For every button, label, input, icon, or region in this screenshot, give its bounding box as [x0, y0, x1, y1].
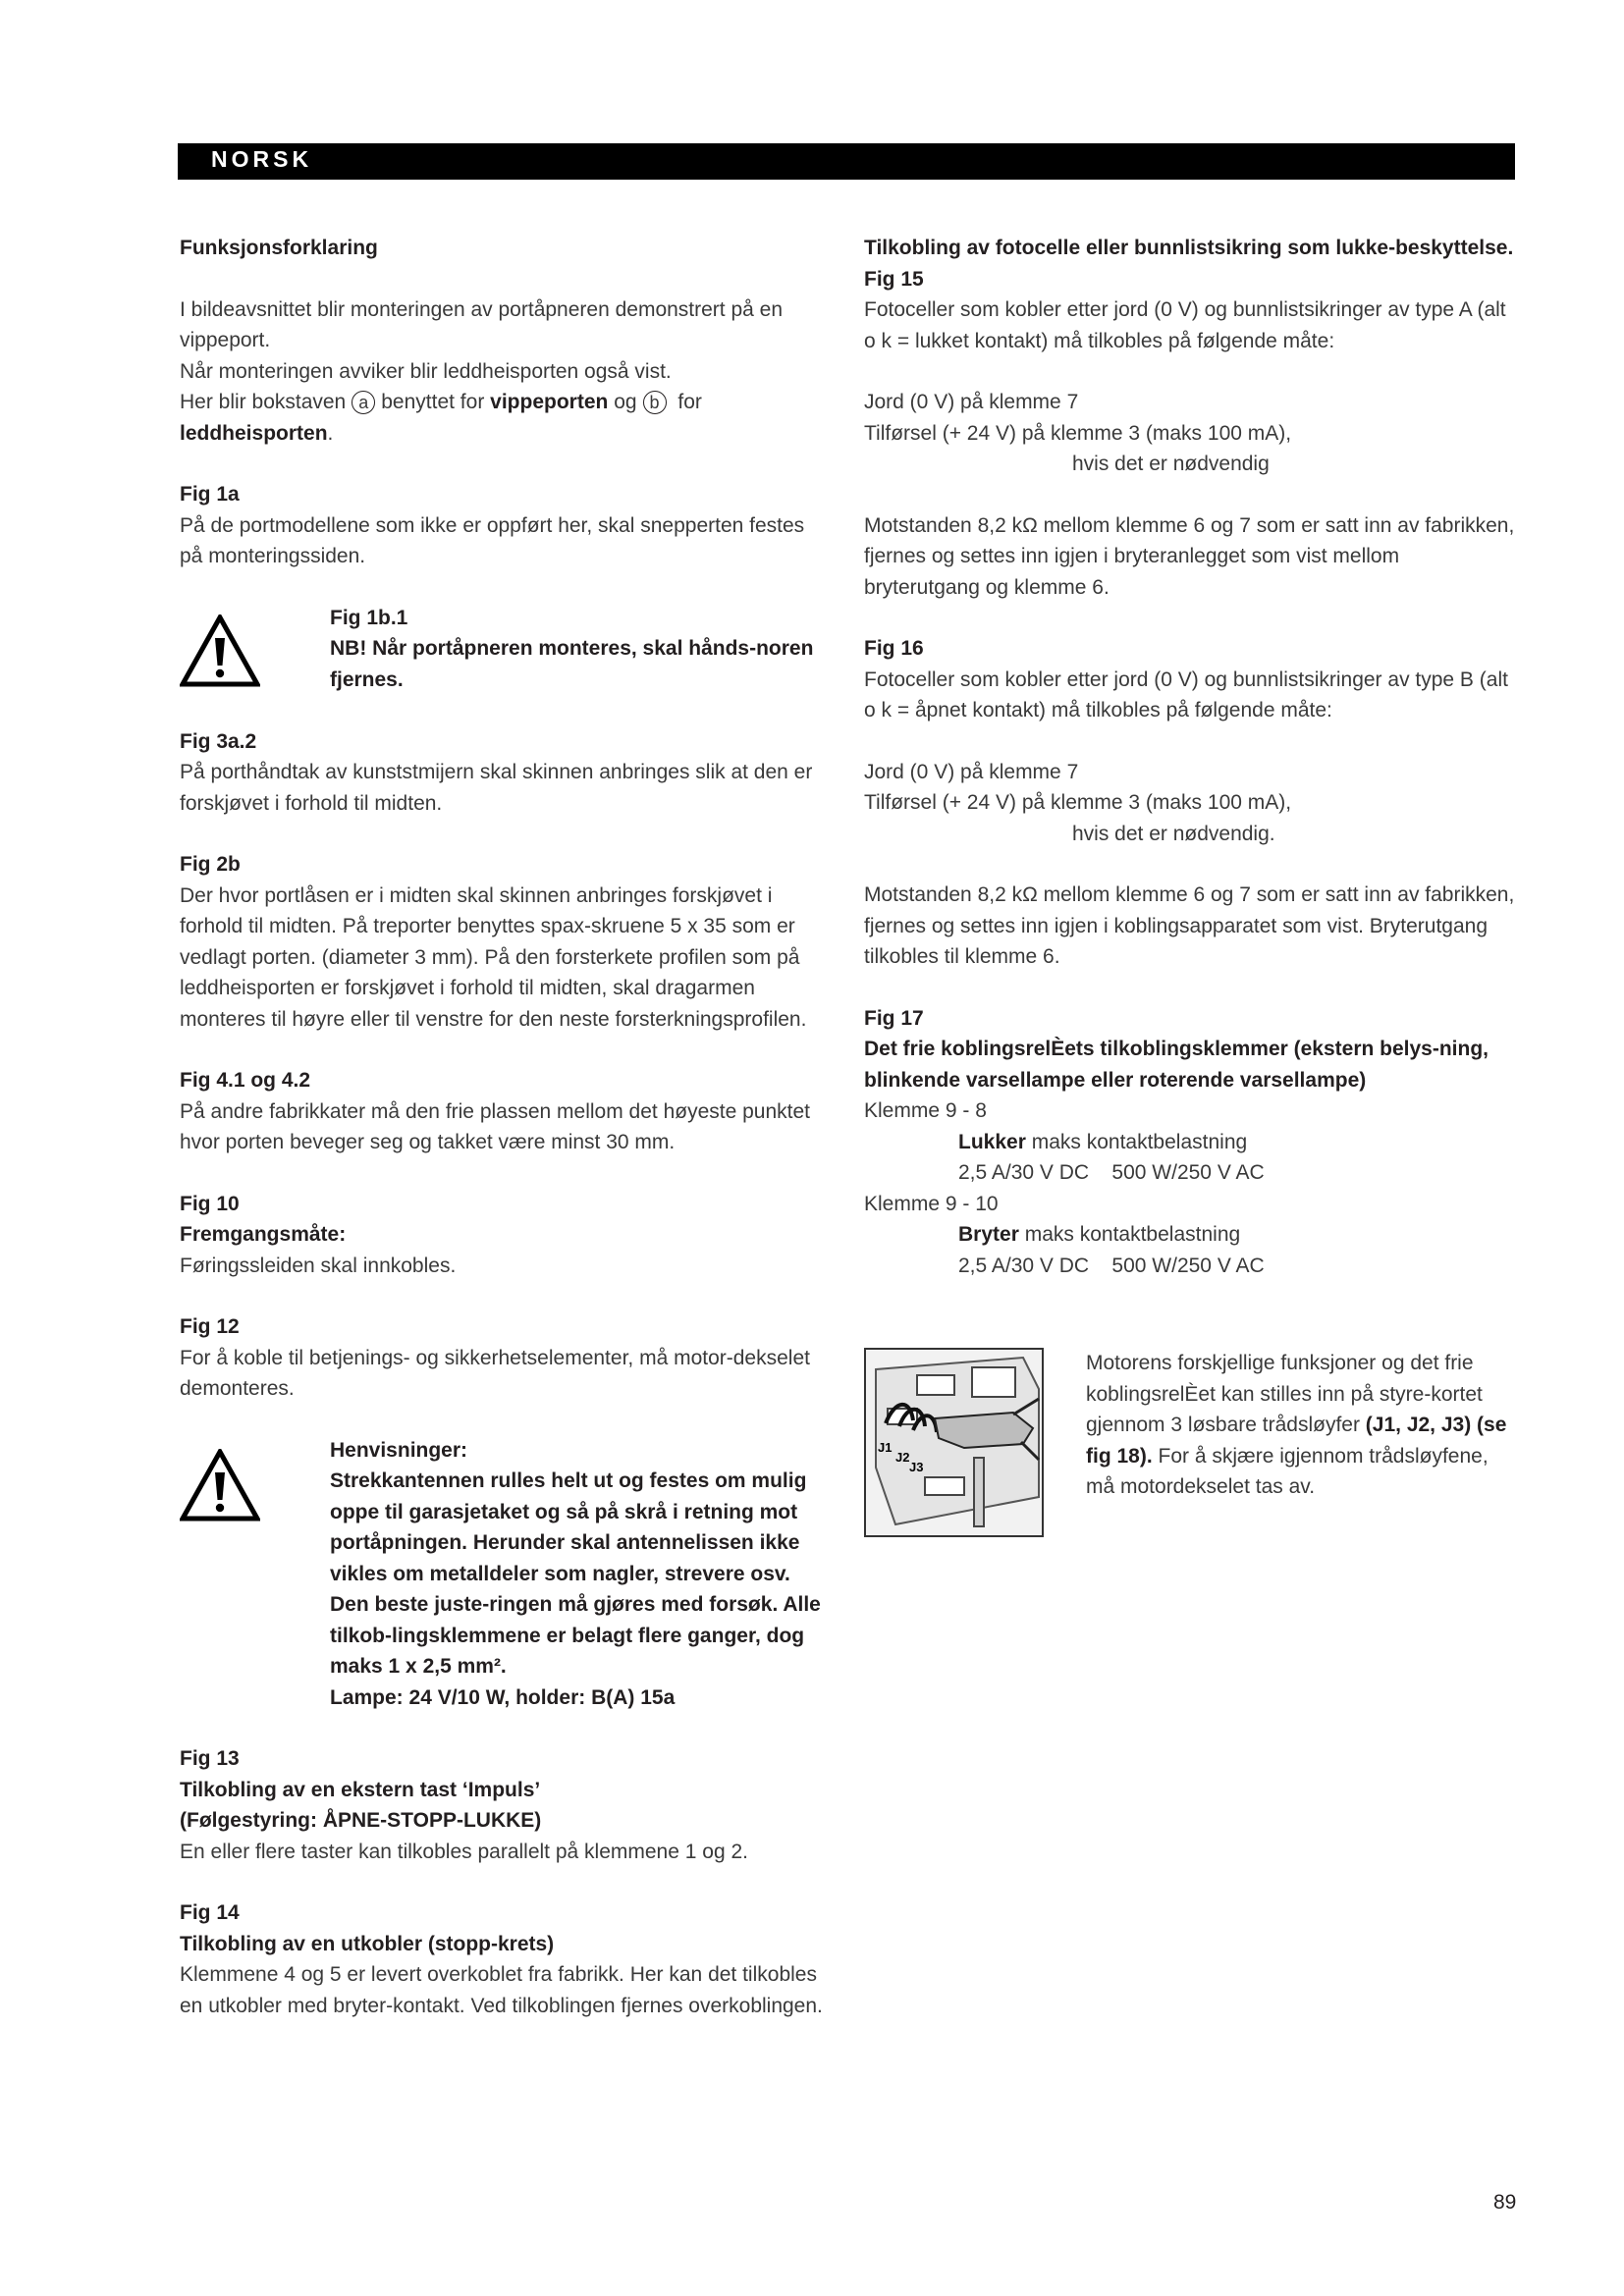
wiring-line: Jord (0 V) på klemme 7 [864, 760, 1079, 783]
fig-subtitle: Tilkobling av en utkobler (stopp-krets) [180, 1932, 555, 1955]
paragraph: På de portmodellene som ikke er oppført her, skal snepperten festes på monteringssiden. [180, 513, 805, 567]
warning-triangle-icon [180, 1449, 260, 1522]
fig-title: Fig 13 [180, 1747, 240, 1770]
wiring-line: Tilførsel (+ 24 V) på klemme 3 (maks 100 mA), [864, 791, 1292, 814]
paragraph: For å koble til betjenings- og sikkerhetselementer, må motor-dekselet demonteres. [180, 1346, 810, 1400]
fig-title: Fig 3a.2 [180, 729, 257, 753]
warning-block [180, 1435, 828, 1714]
jumper-label-j3: J3 [909, 1460, 924, 1474]
text-fragment: for [677, 391, 702, 413]
fig-title: Fig 17 [864, 1006, 924, 1030]
jumper-cutting-illustration [866, 1350, 1042, 1535]
wiring-line: hvis det er nødvendig. [1072, 822, 1275, 845]
warning-body: Strekkantennen rulles helt ut og festes om mulig oppe til garasjetaket og så på skrå i retning mot portåpningen. Herunder skal antennelissen ikke vikles om metalldeler som nagler, strevere osv. Den beste juste-ringen må gjøres med forsøk. Alle tilkob-lingsklemmene er belagt flere ganger, dog maks 1 x 2,5 mm². [330, 1469, 821, 1678]
jumper-label-j1: J1 [878, 1440, 893, 1455]
page-number: 89 [1493, 2191, 1517, 2214]
text-fragment: og [614, 391, 637, 413]
fig-title: Fig 1a [180, 483, 240, 506]
fig-subtitle: (Følgestyring: ÅPNE-STOPP-LUKKE) [180, 1809, 542, 1832]
warning-title: Henvisninger: [330, 1438, 468, 1462]
text-fragment: For å skjære igjennom trådsløyfene, må motordekselet tas av. [1086, 1444, 1489, 1498]
warning-body: NB! Når portåpneren monteres, skal hånds-noren fjernes. [330, 637, 814, 691]
paragraph: En eller flere taster kan tilkobles parallelt på klemmene 1 og 2. [180, 1840, 748, 1863]
circled-letter-a: a [352, 391, 375, 414]
fig-title: Fig 10 [180, 1192, 240, 1215]
paragraph: I bildeavsnittet blir monteringen av portåpneren demonstrert på en vippeport. [180, 297, 784, 351]
wiring-line: Tilførsel (+ 24 V) på klemme 3 (maks 100 mA), [864, 421, 1292, 445]
paragraph: På porthåndtak av kunststmijern skal skinnen anbringes slik at den er forskjøvet i forhold til midten. [180, 761, 813, 815]
contact-values: 2,5 A/30 V DC 500 W/250 V AC [958, 1254, 1265, 1277]
section-title: Funksjonsforklaring [180, 237, 378, 259]
right-column [864, 233, 1517, 1281]
section-heading: Tilkobling av fotocelle eller bunnlistsikring som lukke-beskyttelse. [864, 237, 1514, 259]
fig-title: Fig 4.1 og 4.2 [180, 1069, 311, 1092]
text-fragment: Motorens forskjellige funksjoner og det frie koblingsrelÈet kan stilles inn på styre-kortet gjennom 3 løsbare trådsløyfer [1086, 1352, 1483, 1436]
jumper-reference: (J1, J2, J3) (se fig 18). [1086, 1414, 1507, 1468]
language-header-bar [178, 143, 1515, 180]
left-column [180, 233, 828, 2021]
circled-letter-b: b [643, 391, 667, 414]
wiring-line: Jord (0 V) på klemme 7 [864, 391, 1079, 413]
contact-type: Lukker [958, 1130, 1026, 1153]
paragraph: På andre fabrikkater må den frie plassen mellom det høyeste punktet hvor porten beveger seg og takket være minst 30 mm. [180, 1099, 810, 1153]
fig-title: Fig 12 [180, 1315, 240, 1338]
fig-title: Fig 16 [864, 637, 924, 660]
text-fragment: maks kontaktbelastning [1024, 1223, 1241, 1246]
bold-term: vippeporten [490, 391, 609, 413]
contact-spec [864, 1127, 1517, 1158]
paragraph: Der hvor portlåsen er i midten skal skinnen anbringes forskjøvet i forhold til midten. På treporter benyttes spax-skruene 5 x 35 som er vedlagt porten. (diameter 3 mm). På den forsterkete profilen som på leddheisporten er forskjøvet i forhold til midten, skal dragarmen monteres til høyre eller til venstre for den neste forsterkningsprofilen. [180, 883, 807, 1031]
warning-triangle-icon [180, 614, 260, 687]
fig-title: Fig 14 [180, 1901, 240, 1924]
paragraph: Motstanden 8,2 kΩ mellom klemme 6 og 7 som er satt inn av fabrikken, fjernes og settes inn igjen i bryteranlegget som vist mellom bryterutgang og klemme 6. [864, 513, 1515, 599]
fig18-paragraph [1086, 1348, 1518, 1503]
text-fragment: maks kontaktbelastning [1031, 1130, 1248, 1153]
fig-subtitle: Tilkobling av en ekstern tast ‘Impuls’ [180, 1778, 541, 1801]
jumper-label-j2: J2 [895, 1450, 910, 1465]
bold-term: leddheisporten [180, 421, 328, 445]
text-fragment: benyttet for [381, 391, 485, 413]
paragraph: Motstanden 8,2 kΩ mellom klemme 6 og 7 som er satt inn av fabrikken, fjernes og settes inn igjen i koblingsapparatet som vist. Bryterutgang tilkobles til klemme 6. [864, 883, 1515, 968]
paragraph: Fotoceller som kobler etter jord (0 V) og bunnlistsikringer av type B (alt o k = åpnet kontakt) må tilkobles på følgende måte: [864, 667, 1508, 721]
terminal-label: Klemme 9 - 10 [864, 1192, 999, 1215]
fig-subtitle: Fremgangsmåte: [180, 1223, 347, 1246]
text-fragment: . [327, 421, 334, 445]
wiring-line: hvis det er nødvendig [1072, 453, 1270, 475]
circuit-board-illustration [864, 1348, 1044, 1537]
paragraph: Føringssleiden skal innkobles. [180, 1254, 457, 1277]
paragraph: Klemmene 4 og 5 er levert overkoblet fra fabrikk. Her kan det tilkobles en utkobler med bryter-kontakt. Ved tilkoblingen fjernes overkoblingen. [180, 1963, 823, 2017]
text-fragment: Her blir bokstaven [180, 391, 347, 413]
paragraph [180, 387, 828, 449]
paragraph: Når monteringen avviker blir leddheisporten også vist. [180, 359, 672, 383]
language-title: NORSK [211, 146, 313, 172]
contact-values: 2,5 A/30 V DC 500 W/250 V AC [958, 1161, 1265, 1184]
warning-block [180, 603, 828, 711]
paragraph: Fotoceller som kobler etter jord (0 V) og bunnlistsikringer av type A (alt o k = lukket kontakt) må tilkobles på følgende måte: [864, 298, 1506, 352]
fig-title: Fig 2b [180, 853, 241, 876]
terminal-label: Klemme 9 - 8 [864, 1099, 987, 1122]
fig-subtitle: Det frie koblingsrelÈets tilkoblingsklemmer (ekstern belys-ning, blinkende varsellampe eller roterende varsellampe) [864, 1038, 1489, 1092]
lamp-spec: Lampe: 24 V/10 W, holder: B(A) 15a [330, 1685, 676, 1709]
fig18-caption [1086, 1348, 1518, 1503]
fig-title: Fig 15 [864, 267, 924, 291]
warning-title: Fig 1b.1 [330, 606, 408, 629]
contact-type: Bryter [958, 1223, 1019, 1246]
contact-spec [864, 1219, 1517, 1251]
